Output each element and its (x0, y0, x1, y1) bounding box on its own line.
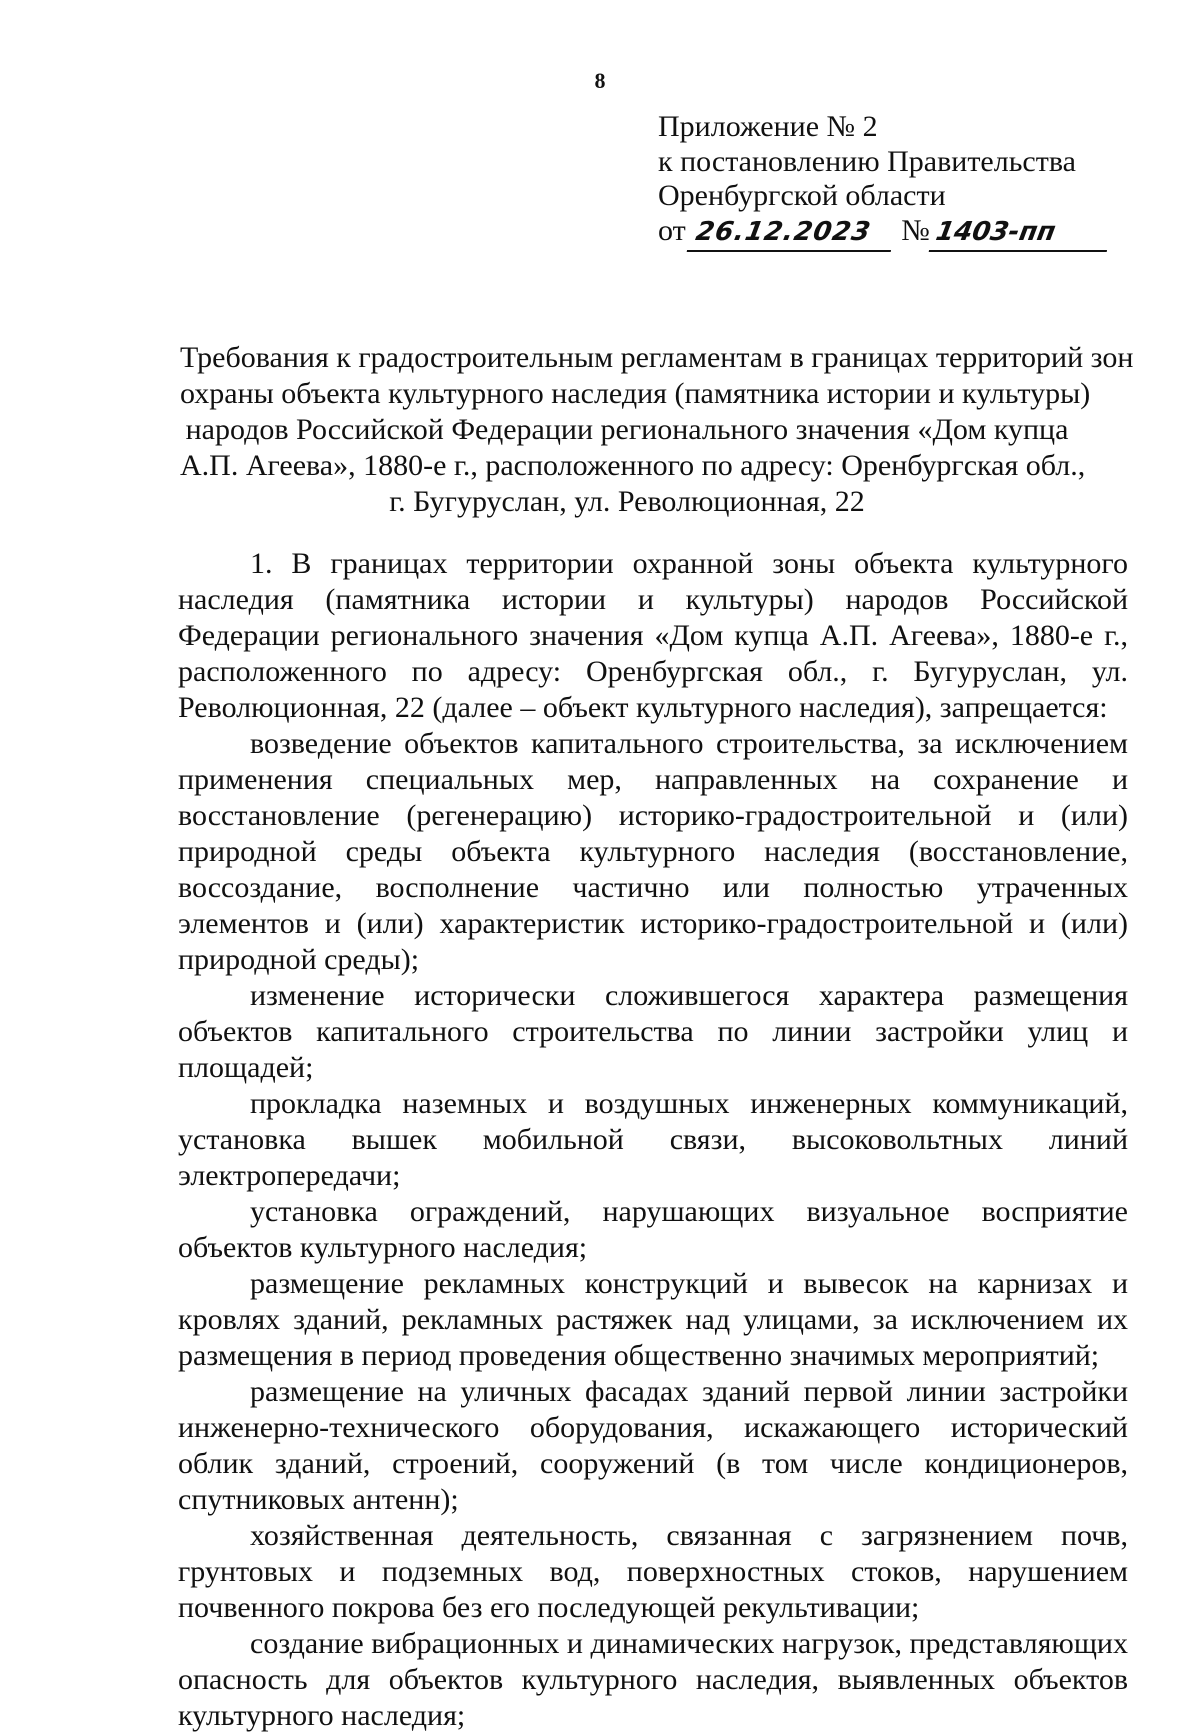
date-prefix: от (658, 213, 686, 247)
document-body (178, 546, 1128, 1734)
title-line: г. Бугуруслан, ул. Революционная, 22 (389, 485, 865, 518)
number-prefix: № (901, 213, 930, 247)
page-number: 8 (594, 68, 606, 93)
paragraph-vibration-loads: создание вибрационных и динамических нагрузок, представляющих опасность для объектов культурного наследия, выявленных объектов культурного наследия; (178, 1627, 1128, 1732)
paragraph-placement-character: изменение исторически сложившегося характера размещения объектов капитального строительства по линии застройки улиц и площадей; (178, 979, 1128, 1084)
paragraph-facade-equipment: размещение на уличных фасадах зданий первой линии застройки инженерно-технического оборудования, искажающего исторический облик зданий, строений, сооружений (в том числе кондиционеров, спутниковых антенн); (178, 1375, 1128, 1516)
title-line: народов Российской Федерации регионального значения «Дом купца (185, 413, 1069, 446)
appendix-resolution: к постановлению Правительства (658, 144, 1076, 178)
handwritten-number: 1403-пп (929, 215, 1113, 252)
appendix-title: Приложение № 2 (658, 110, 878, 143)
handwritten-date: 26.12.2023 (687, 215, 897, 252)
paragraph-communications: прокладка наземных и воздушных инженерных коммуникаций, установка вышек мобильной связи, высоковольтных линий электропередачи; (178, 1087, 1128, 1192)
paragraph-advertising: размещение рекламных конструкций и вывесок на карнизах и кровлях зданий, рекламных растяжек над улицами, за исключением их размещения в период проведения общественно значимых мероприятий; (178, 1267, 1128, 1372)
document-title (180, 340, 1134, 520)
paragraph-economic-activity: хозяйственная деятельность, связанная с загрязнением почв, грунтовых и подземных вод, поверхностных стоков, нарушением почвенного покрова без его последующей рекультивации; (178, 1519, 1128, 1624)
appendix-date-number (658, 214, 1110, 252)
title-line: охраны объекта культурного наследия (памятника истории и культуры) (180, 377, 1091, 410)
appendix-header (658, 110, 1110, 251)
appendix-region: Оренбургской области (658, 179, 946, 212)
title-line: Требования к градостроительным регламентам в границах территорий зон (180, 341, 1134, 374)
paragraph-capital-construction: возведение объектов капитального строительства, за исключением применения специальных мер, направленных на сохранение и восстановление (регенерацию) историко-градостроительной и (или) природной среды объекта культурного наследия (восстановление, воссоздание, восполнение частично или полностью утраченных элементов и (или) характеристик историко-градостроительной и (или) природной среды); (178, 727, 1128, 976)
title-line: А.П. Агеева», 1880-е г., расположенного по адресу: Оренбургская обл., (180, 449, 1086, 482)
paragraph-1: 1. В границах территории охранной зоны объекта культурного наследия (памятника истории и культуры) народов Российской Федерации регионального значения «Дом купца А.П. Агеева», 1880-е г., расположенного по адресу: Оренбургская обл., г. Бугуруслан, ул. Революционная, 22 (далее – объект культурного наследия), запрещается: (178, 547, 1128, 724)
paragraph-fences: установка ограждений, нарушающих визуальное восприятие объектов культурного наследия; (178, 1195, 1128, 1264)
